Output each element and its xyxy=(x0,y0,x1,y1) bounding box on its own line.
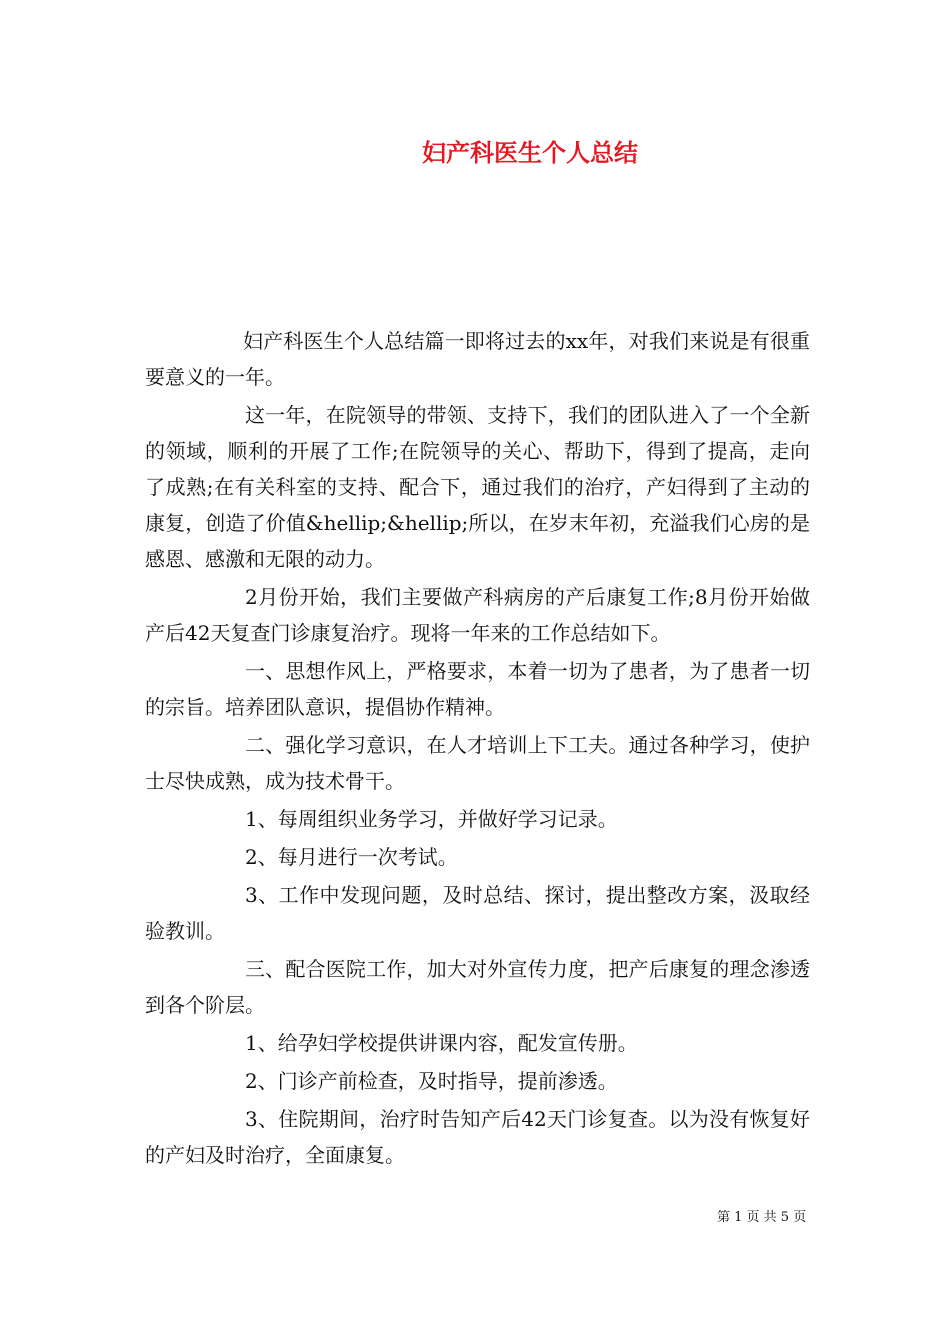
paragraph: 3、工作中发现问题，及时总结、探讨，提出整改方案，汲取经验教训。 xyxy=(145,883,810,943)
paragraph: 1、每周组织业务学习，并做好学习记录。 xyxy=(245,807,618,831)
page-number-label: 第 1 页 共 5 页 xyxy=(717,1210,807,1225)
paragraph: 3、住院期间，治疗时告知产后42天门诊复查。以为没有恢复好的产妇及时治疗，全面康复。 xyxy=(145,1107,810,1167)
document-body xyxy=(145,323,810,1175)
document-title: 妇产科医生个人总结 xyxy=(422,138,638,167)
paragraph: 2月份开始，我们主要做产科病房的产后康复工作;8月份开始做产后42天复查门诊康复治疗。现将一年来的工作总结如下。 xyxy=(145,585,810,645)
paragraph: 这一年，在院领导的带领、支持下，我们的团队进入了一个全新的领域，顺利的开展了工作;在院领导的关心、帮助下，得到了提高，走向了成熟;在有关科室的支持、配合下，通过我们的治疗，产妇得到了主动的康复，创造了价值&hellip;&hellip;所以，在岁末年初，充溢我们心房的是感恩、感激和无限的动力。 xyxy=(145,403,810,571)
page-number xyxy=(717,1206,806,1225)
paragraph: 二、强化学习意识，在人才培训上下工夫。通过各种学习，使护士尽快成熟，成为技术骨干。 xyxy=(145,733,810,793)
paragraph: 2、每月进行一次考试。 xyxy=(245,845,458,869)
paragraph: 三、配合医院工作，加大对外宣传力度，把产后康复的理念渗透到各个阶层。 xyxy=(145,957,810,1017)
paragraph: 1、给孕妇学校提供讲课内容，配发宣传册。 xyxy=(245,1031,638,1055)
paragraph: 一、思想作风上，严格要求，本着一切为了患者，为了患者一切的宗旨。培养团队意识，提倡协作精神。 xyxy=(145,659,810,719)
paragraph: 妇产科医生个人总结篇一即将过去的xx年，对我们来说是有很重要意义的一年。 xyxy=(145,329,810,389)
paragraph: 2、门诊产前检查，及时指导，提前渗透。 xyxy=(245,1069,618,1093)
